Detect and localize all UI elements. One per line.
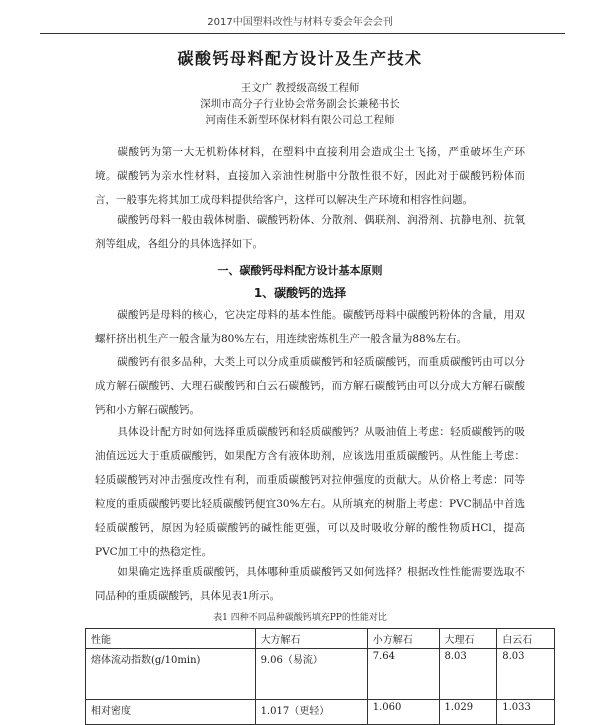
table-cell: 熔体流动指数(g/10min) bbox=[86, 649, 256, 700]
table-row bbox=[86, 649, 555, 700]
paragraph-varieties-text: 碳酸钙有很多品种，大类上可以分成重质碳酸钙和轻质碳酸钙，而重质碳酸钙由可以分成方解石碳酸钙、大理石碳酸钙和白云石碳酸钙，而方解石碳酸钙由可以分成大方解石碳酸钙和小方解石碳酸钙。 bbox=[95, 356, 525, 416]
author-affiliation-2: 河南佳禾新型环保材料有限公司总工程师 bbox=[205, 114, 395, 126]
paragraph-table-intro bbox=[95, 560, 525, 608]
table-cell: 1.060 bbox=[367, 700, 439, 725]
table-cell: 1.033 bbox=[497, 700, 555, 725]
paragraph-selection bbox=[95, 420, 525, 564]
paragraph-table-intro-text: 如果确定选择重质碳酸钙，具体哪种重质碳酸钙又如何选择？根据改性性能需要选取不同品种的重质碳酸钙，具体见表1所示。 bbox=[95, 566, 525, 602]
author-name: 王文广 教授级高级工程师 bbox=[240, 82, 360, 94]
subsection-heading: 1、碳酸钙的选择 bbox=[253, 286, 347, 300]
paragraph-core bbox=[95, 303, 525, 351]
paragraph-core-text: 碳酸钙是母料的核心，它决定母料的基本性能。碳酸钙母料中碳酸钙粉体的含量，用双螺杆挤出机生产一般含量为80%左右，用连续密炼机生产一般含量为88%左右。 bbox=[95, 309, 525, 345]
table-cell: 8.03 bbox=[439, 649, 497, 700]
table-cell: 1.029 bbox=[439, 700, 497, 725]
header-rule bbox=[40, 33, 565, 34]
table-cell: 8.03 bbox=[497, 649, 555, 700]
table-cell: 9.06（易流） bbox=[255, 649, 367, 700]
table-header-cell: 大理石 bbox=[439, 629, 497, 649]
paragraph-selection-text: 具体设计配方时如何选择重质碳酸钙和轻质碳酸钙？从吸油值上考虑：轻质碳酸钙的吸油值远远大于重质碳酸钙，如果配方含有液体助剂，应该选用重质碳酸钙。从性能上考虑：轻质碳酸钙对冲击强度改性有利，而重质碳酸钙对拉伸强度的贡献大。从价格上考虑：同等粒度的重质碳酸钙要比轻质碳酸钙便宜30%左右。从所填充的树脂上考虑：PVC制品中首选轻质碳酸钙，原因为轻质碳酸钙的碱性能更强，可以及时吸收分解的酸性物质HCl，提高PVC加工中的热稳定性。 bbox=[95, 426, 525, 558]
paragraph-intro-text: 碳酸钙为第一大无机粉体材料，在塑料中直接利用会造成尘土飞扬，严重破坏生产环境。碳酸钙为亲水性材料，直接加入亲油性树脂中分散性很不好，因此对于碳酸钙粉体而言，一般事先将其加工成母料提供给客户，这样可以解决生产环境和相容性问题。 bbox=[95, 146, 525, 206]
table-header-cell: 大方解石 bbox=[255, 629, 367, 649]
properties-table bbox=[85, 628, 555, 725]
paragraph-components-text: 碳酸钙母料一般由载体树脂、碳酸钙粉体、分散剂、偶联剂、润滑剂、抗静电剂、抗氧剂等组成，各组分的具体选择如下。 bbox=[95, 214, 525, 250]
author-affiliation-1: 深圳市高分子行业协会常务副会长兼秘书长 bbox=[200, 98, 400, 110]
table-header-cell: 性能 bbox=[86, 629, 256, 649]
table-header-cell: 小方解石 bbox=[367, 629, 439, 649]
table-cell: 1.017（更轻） bbox=[255, 700, 367, 725]
table-row bbox=[86, 700, 555, 725]
paragraph-intro bbox=[95, 140, 525, 212]
paper-title: 碳酸钙母料配方设计及生产技术 bbox=[177, 49, 423, 68]
table-caption: 表1 四种不同品种碳酸钙填充PP的性能对比 bbox=[213, 613, 387, 623]
table-cell: 7.64 bbox=[367, 649, 439, 700]
paragraph-components bbox=[95, 208, 525, 256]
section-heading: 一、碳酸钙母料配方设计基本原则 bbox=[217, 264, 383, 277]
running-header: 2017中国塑料改性与材料专委会年会会刊 bbox=[207, 17, 393, 28]
paragraph-varieties bbox=[95, 350, 525, 422]
table-cell: 相对密度 bbox=[86, 700, 256, 725]
table-header-cell: 白云石 bbox=[497, 629, 555, 649]
table-header-row bbox=[86, 629, 555, 649]
